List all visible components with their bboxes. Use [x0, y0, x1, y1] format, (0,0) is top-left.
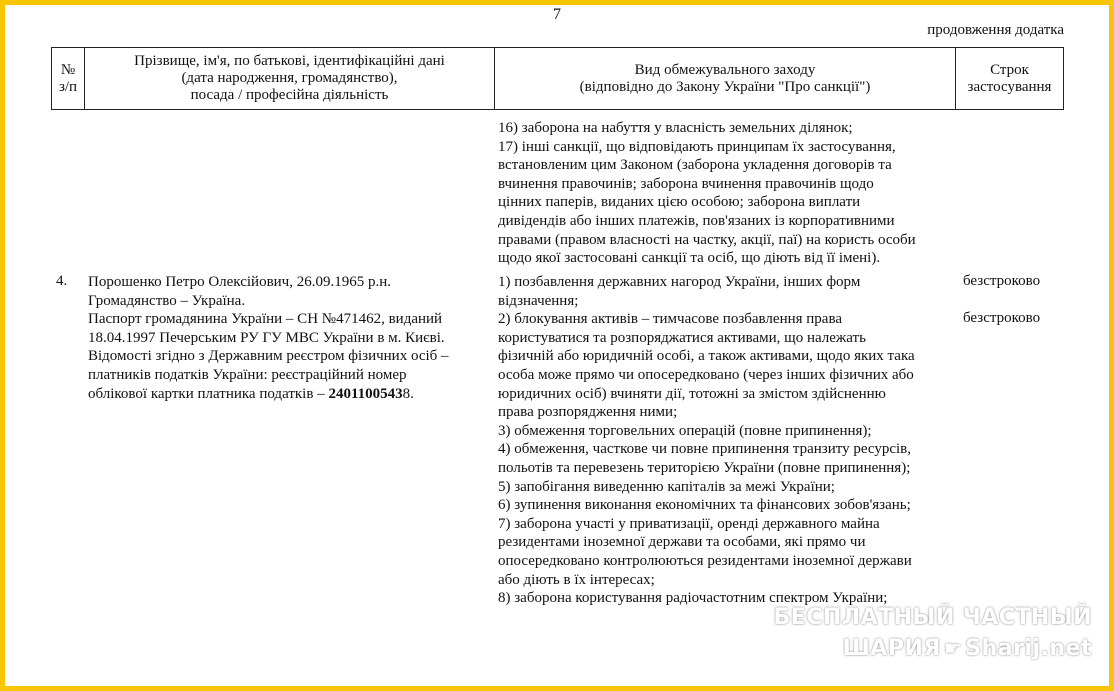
pointing-hand-icon: ☛ [943, 636, 963, 660]
header-measure: Вид обмежувального заходу (відповідно до Закону України "Про санкції") [495, 48, 956, 110]
header-number: № з/п [52, 48, 85, 110]
measure-line: 7) заборона участі у приватизації, оренді державного майна [498, 515, 880, 532]
measure-line: щодо якої застосовані санкції та осіб, що діють від її імені). [498, 250, 881, 267]
page-number: 7 [553, 6, 561, 23]
measure-line: резидентами іноземної держави та особами, які прямо чи [498, 534, 866, 551]
person-line: Громадянство – Україна. [88, 292, 246, 309]
measure-line: 8) заборона користування радіочастотним спектром України; [498, 590, 888, 607]
continuation-label: продовження додатка [927, 22, 1064, 38]
measure-line: 2) блокування активів – тимчасове позбавлення права [498, 311, 843, 328]
tax-number: 2401100543 [328, 385, 403, 402]
measure-line: 17) інші санкції, що відповідають принципам їх застосування, [498, 138, 896, 155]
measure-line: встановленим цим Законом (заборона укладення договорів та [498, 157, 892, 174]
measure-line: 5) запобігання виведенню капіталів за межі України; [498, 478, 835, 495]
person-details [88, 273, 498, 403]
measure-line: права розпорядження ними; [498, 404, 678, 421]
measure-line: юридичних осіб) вчиняти дії, тотожні за змістом здійсненню [498, 385, 886, 402]
person-line-tax: облікової картки платника податків – 24011005438. [88, 385, 414, 402]
watermark-line-1: БЕСПЛАТНЫЙ ЧАСТНЫЙ [773, 605, 1092, 630]
sanctions-table-header [51, 47, 1064, 110]
person-line: Порошенко Петро Олексійович, 26.09.1965 р.н. [88, 274, 391, 290]
term-value: безстроково [963, 310, 1041, 326]
measure-line: 16) заборона на набуття у власність земельних ділянок; [498, 120, 853, 136]
measure-line: або діють в їх інтересах; [498, 571, 655, 588]
person-line: Паспорт громадянина України – СН №471462, виданий [88, 311, 443, 328]
measure-line: польотів та перевезень територією України (повне припинення); [498, 459, 911, 476]
watermark [773, 603, 1092, 664]
sanction-measures [498, 273, 968, 608]
person-line: Відомості згідно з Державним реєстром фізичних осіб – [88, 348, 449, 365]
header-term: Строк застосування [956, 48, 1064, 110]
measure-line: користуватися та розпоряджатися активами, що належать [498, 329, 866, 346]
measure-line: вчинення правочинів; заборона вчинення правочинів щодо [498, 175, 874, 192]
entry-number: 4. [56, 273, 68, 289]
measure-line: опосередковано контролюються резидентами іноземної держави [498, 552, 912, 569]
measure-line: особа може прямо чи опосередковано (через інших фізичних або [498, 366, 914, 383]
measure-line: цінних паперів, виданих цією особою; заборона виплати [498, 194, 861, 211]
person-line: платників податків України: реєстраційний номер [88, 366, 407, 383]
header-person: Прізвище, ім'я, по батькові, ідентифікаційні дані (дата народження, громадянство), посада / професійна діяльність [85, 48, 495, 110]
measure-line: 6) зупинення виконання економічних та фінансових зобов'язань; [498, 497, 911, 514]
measure-line: дивідендів або інших платежів, пов'язаних із корпоративними [498, 212, 895, 229]
watermark-line-2: ШАРИЯ ☛ Sharij.net [773, 633, 1092, 664]
measure-line: 3) обмеження торговельних операцій (повне припинення); [498, 422, 872, 439]
person-line: 18.04.1997 Печерським РУ ГУ МВС України в м. Києві. [88, 329, 445, 346]
measure-line: відзначення; [498, 292, 579, 309]
term-value: безстроково [963, 273, 1041, 289]
measure-line: 4) обмеження, часткове чи повне припинення транзиту ресурсів, [498, 441, 911, 458]
measure-line: 1) позбавлення державних нагород України, інших форм [498, 274, 861, 290]
measure-line: фізичній або юридичній особі, а також активами, щодо яких така [498, 348, 915, 365]
continued-measures [498, 119, 968, 268]
measure-line: правами (правом власності на частку, акції, паї) на користь особи [498, 231, 916, 248]
